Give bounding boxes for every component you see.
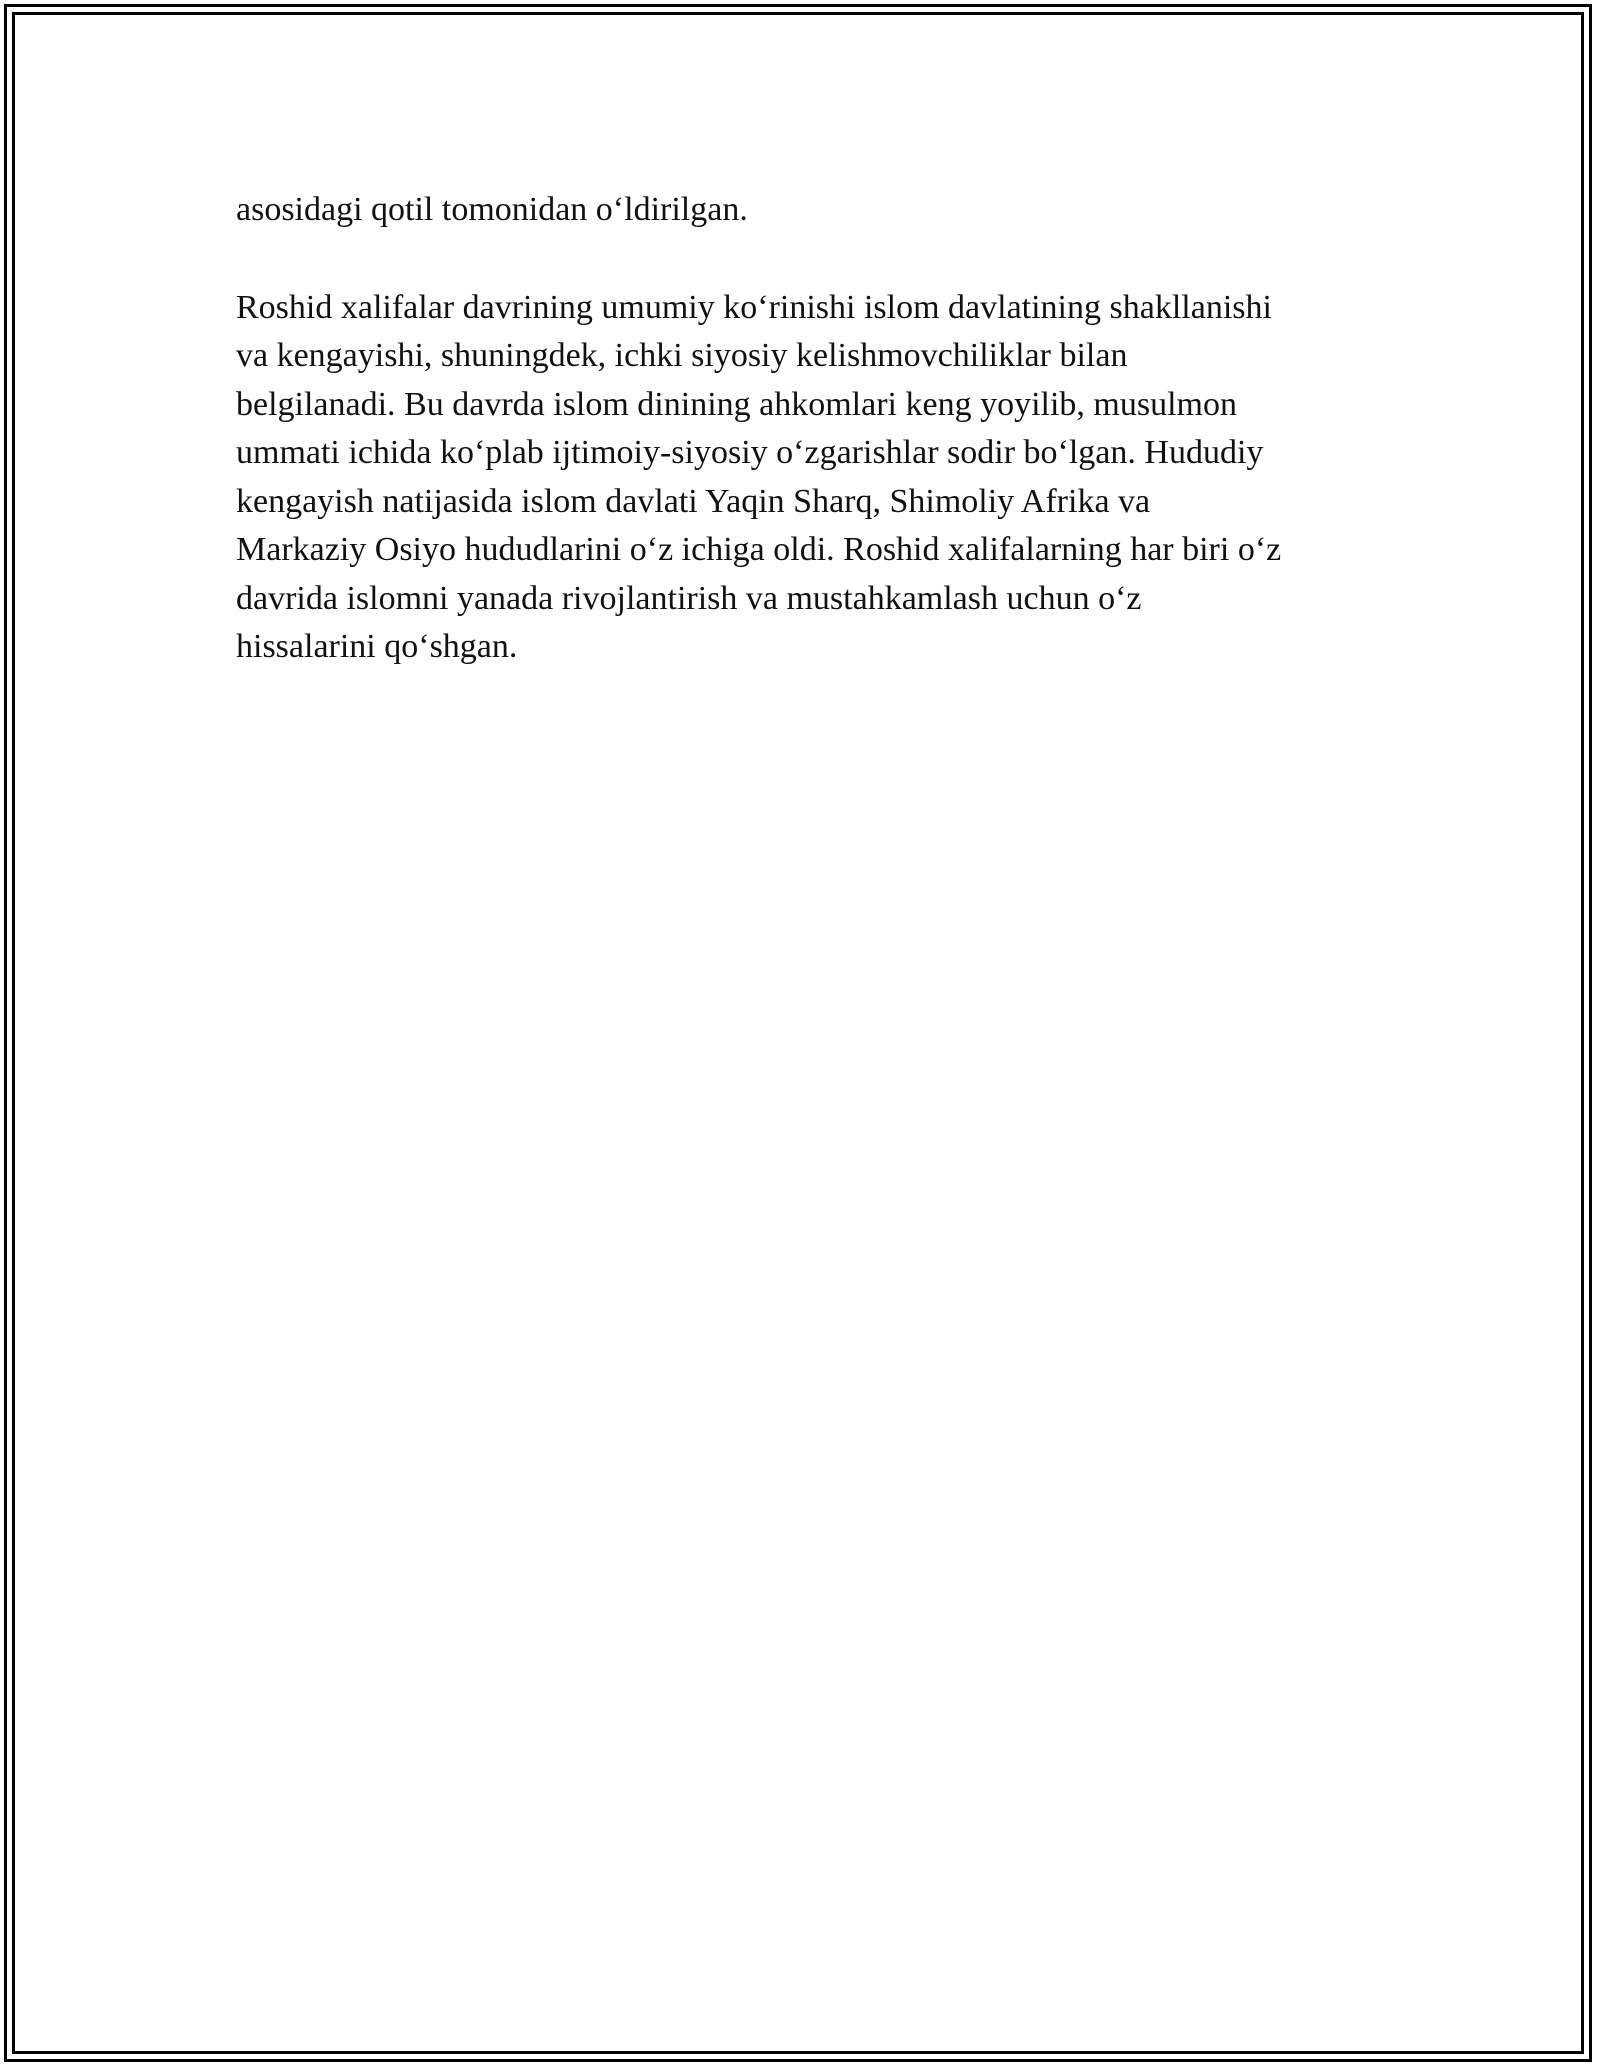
text-line: hissalarini qo‘shgan. [236,628,518,665]
paragraph-roshid-caliphs-overview [236,284,1366,672]
text-line: kengayish natijasida islom davlati Yaqin Sharq, Shimoliy Afrika va [236,482,1151,520]
paragraph-continuation [236,186,1366,235]
text-line: davrida islomni yanada rivojlantirish va mustahkamlash uchun o‘z [236,579,1142,617]
document-body [236,186,1366,672]
text-line: Markaziy Osiyo hududlarini o‘z ichiga oldi. Roshid xalifalarning har biri o‘z [236,531,1282,568]
text-line: ummati ichida ko‘plab ijtimoiy-siyosiy o‘zgarishlar sodir bo‘lgan. Hududiy [236,434,1264,471]
text-line: asosidagi qotil tomonidan o‘ldirilgan. [236,191,748,228]
text-line: Roshid xalifalar davrining umumiy ko‘rinishi islom davlatining shakllanishi [236,288,1272,326]
text-line: va kengayishi, shuningdek, ichki siyosiy kelishmovchiliklar bilan [236,337,1128,374]
text-line: belgilanadi. Bu davrda islom dinining ahkomlari keng yoyilib, musulmon [236,385,1237,423]
